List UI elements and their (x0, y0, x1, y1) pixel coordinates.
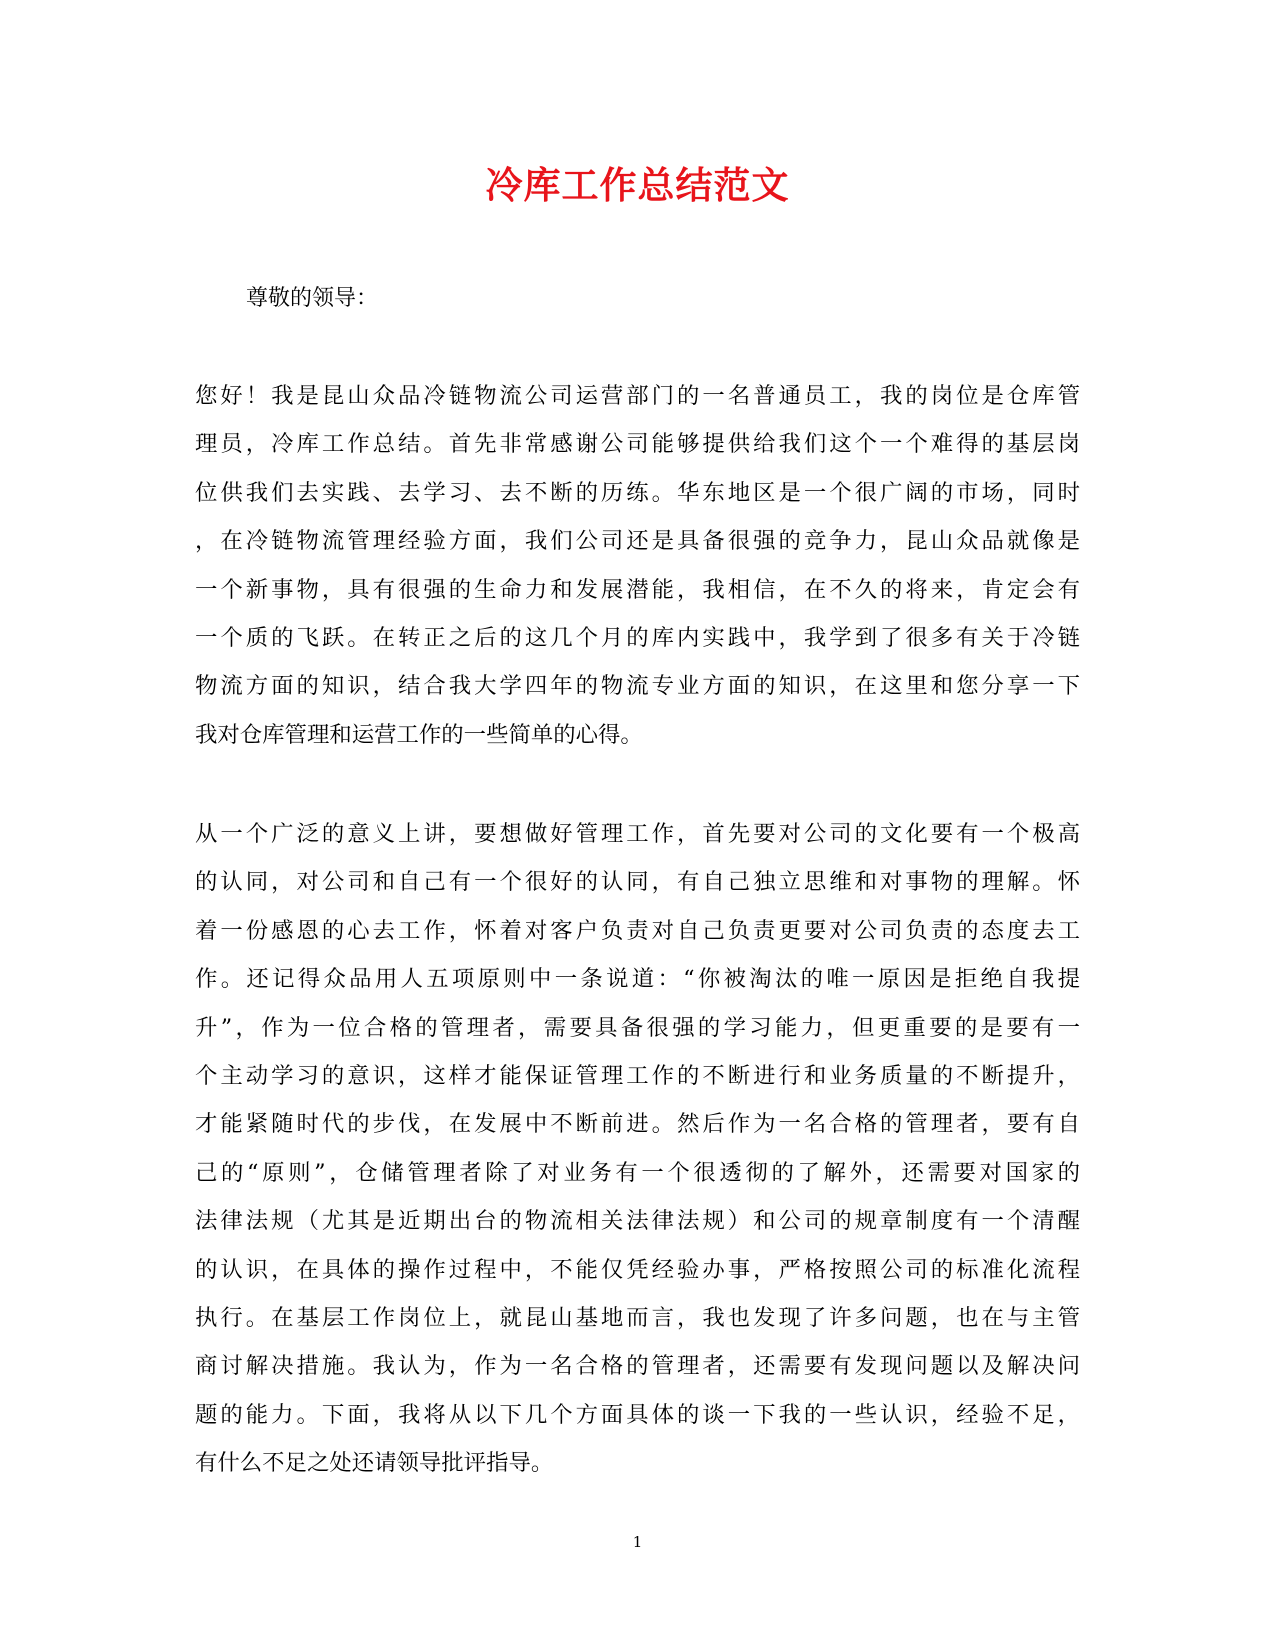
document-title: 冷库工作总结范文 (485, 163, 790, 207)
paragraph-line: 有什么不足之处还请领导批评指导。 (195, 1450, 554, 1477)
paragraph-line: 题的能力。下面，我将从以下几个方面具体的谈一下我的一些认识，经验不足， (195, 1401, 1080, 1428)
paragraph-1 (195, 372, 1080, 759)
paragraph-line: ，在冷链物流管理经验方面，我们公司还是具备很强的竞争力，昆山众品就像是 (195, 528, 1080, 555)
paragraph-line: 我对仓库管理和运营工作的一些简单的心得。 (195, 721, 643, 748)
paragraph-line: 作。还记得众品用人五项原则中一条说道：“你被淘汰的唯一原因是拒绝自我提 (195, 966, 1080, 993)
paragraph-line: 升”，作为一位合格的管理者，需要具备很强的学习能力，但更重要的是要有一 (195, 1014, 1080, 1041)
salutation: 尊敬的领导： (246, 286, 379, 311)
paragraph-line: 理员，冷库工作总结。首先非常感谢公司能够提供给我们这个一个难得的基层岗 (195, 431, 1080, 458)
paragraph-2 (195, 810, 1080, 1488)
paragraph-line: 的认识，在具体的操作过程中，不能仅凭经验办事，严格按照公司的标准化流程 (195, 1256, 1080, 1283)
page-number: 1 (632, 1533, 643, 1551)
paragraph-line: 己的“原则”，仓储管理者除了对业务有一个很透彻的了解外，还需要对国家的 (195, 1159, 1080, 1186)
paragraph-line: 法律法规（尤其是近期出台的物流相关法律法规）和公司的规章制度有一个清醒 (195, 1208, 1080, 1235)
paragraph-line: 物流方面的知识，结合我大学四年的物流专业方面的知识，在这里和您分享一下 (195, 673, 1080, 700)
paragraph-line: 个主动学习的意识，这样才能保证管理工作的不断进行和业务质量的不断提升， (195, 1063, 1080, 1090)
paragraph-line: 从一个广泛的意义上讲，要想做好管理工作，首先要对公司的文化要有一个极高 (195, 821, 1080, 847)
paragraph-line: 位供我们去实践、去学习、去不断的历练。华东地区是一个很广阔的市场，同时 (195, 479, 1080, 506)
paragraph-line: 执行。在基层工作岗位上，就昆山基地而言，我也发现了许多问题，也在与主管 (195, 1305, 1080, 1332)
paragraph-line: 着一份感恩的心去工作，怀着对客户负责对自己负责更要对公司负责的态度去工 (195, 917, 1080, 944)
paragraph-line: 一个质的飞跃。在转正之后的这几个月的库内实践中，我学到了很多有关于冷链 (195, 625, 1080, 652)
paragraph-line: 的认同，对公司和自己有一个很好的认同，有自己独立思维和对事物的理解。怀 (195, 869, 1080, 896)
paragraph-line: 一个新事物，具有很强的生命力和发展潜能，我相信，在不久的将来，肯定会有 (195, 576, 1080, 603)
paragraph-line: 商讨解决措施。我认为，作为一名合格的管理者，还需要有发现问题以及解决问 (195, 1353, 1080, 1380)
paragraph-line: 才能紧随时代的步伐，在发展中不断前进。然后作为一名合格的管理者，要有自 (195, 1111, 1080, 1138)
paragraph-line: 您好！我是昆山众品冷链物流公司运营部门的一名普通员工，我的岗位是仓库管 (195, 383, 1080, 409)
